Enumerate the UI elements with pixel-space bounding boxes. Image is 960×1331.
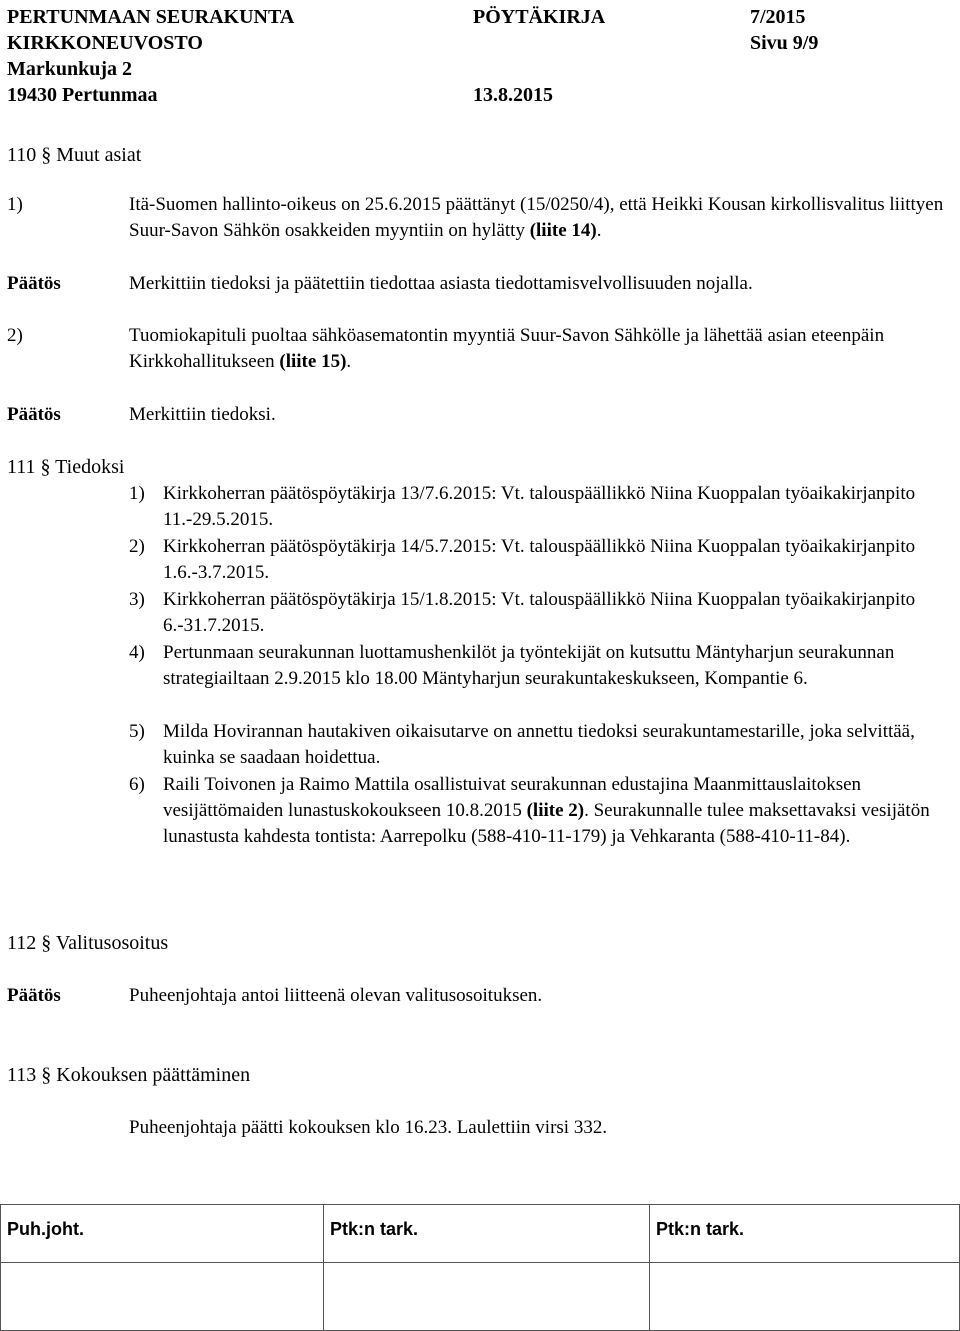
item-number: 5)	[129, 721, 145, 742]
item-text-body: Raili Toivonen ja Raimo Mattila osallistuivat seurakunnan edustajina Maanmittauslaitoksen vesijättömaiden lunastuskokoukseen 10.8.2015	[163, 774, 862, 821]
body-name: KIRKKONEUVOSTO	[7, 32, 203, 54]
doc-number: 7/2015	[750, 6, 806, 28]
item-number: 2)	[129, 536, 145, 557]
doc-type: PÖYTÄKIRJA	[473, 6, 606, 28]
list-item: Kirkkoherran päätöspöytäkirja 15/1.8.2015: Vt. talouspäällikkö Niina Kuoppalan työaikakirjanpito 6.-31.7.2015.	[163, 589, 916, 636]
item-number: 1)	[7, 194, 23, 215]
item-text-continued: Seurakunnalle tulee maksettavaksi vesijätön lunastusta kahdesta tontista: Aarrepolku (588-410-11-179) ja Vehkaranta (588-410-11-84).	[163, 800, 930, 847]
item-text-end: .	[584, 800, 589, 821]
item-text-body: Itä-Suomen hallinto-oikeus on 25.6.2015 päättänyt (15/0250/4), että Heikki Kousan kirkollisvalitus liittyen Suur-Savon Sähkön osakkeiden myyntiin on hylätty	[129, 194, 944, 241]
decision-text: Merkittiin tiedoksi.	[129, 404, 276, 425]
decision-label: Päätös	[7, 985, 61, 1006]
decision-text: Merkittiin tiedoksi ja päätettiin tiedottaa asiasta tiedottamisvelvollisuuden nojalla.	[129, 273, 753, 294]
item-text-body: Tuomiokapituli puoltaa sähköasematontin myyntiä Suur-Savon Sähkölle ja lähettää asian eteenpäin Kirkkohallitukseen	[129, 325, 885, 372]
signature-field-chair	[1, 1263, 324, 1331]
street-address: Markunkuja 2	[7, 58, 133, 80]
page-number: Sivu 9/9	[750, 32, 819, 54]
attachment-reference: (liite 2)	[526, 800, 585, 821]
decision-label: Päätös	[7, 273, 61, 294]
item-text-end: .	[596, 220, 602, 241]
item-text-end: .	[346, 351, 352, 372]
signature-label-chair: Puh.joht.	[1, 1205, 324, 1263]
signature-field-checker-1	[324, 1263, 650, 1331]
list-item: Kirkkoherran päätöspöytäkirja 13/7.6.2015: Vt. talouspäällikkö Niina Kuoppalan työaikakirjanpito 11.-29.5.2015.	[163, 483, 916, 530]
item-text	[129, 323, 949, 375]
item-number: 3)	[129, 589, 145, 610]
closing-text: Puheenjohtaja päätti kokouksen klo 16.23. Laulettiin virsi 332.	[129, 1117, 608, 1138]
item-number: 6)	[129, 774, 145, 795]
section-110-title: 110 § Muut asiat	[7, 144, 142, 166]
meeting-date: 13.8.2015	[473, 84, 553, 106]
item-number: 4)	[129, 642, 145, 663]
org-name: PERTUNMAAN SEURAKUNTA	[7, 6, 295, 28]
list-item: Milda Hovirannan hautakiven oikaisutarve on annettu tiedoksi seurakuntamestarille, joka selvittää, kuinka se saadaan hoidettua.	[163, 721, 915, 768]
section-113-title: 113 § Kokouksen päättäminen	[7, 1064, 251, 1086]
list-item: Pertunmaan seurakunnan luottamushenkilöt ja työntekijät on kutsuttu Mäntyharjun seurakunnan strategiailtaan 2.9.2015 klo 18.00 Mäntyharjun seurakuntakeskukseen, Kompantie 6.	[163, 642, 895, 689]
decision-label: Päätös	[7, 404, 61, 425]
section-112-title: 112 § Valitusosoitus	[7, 932, 169, 954]
item-number: 2)	[7, 325, 23, 346]
signature-label-checker-1: Ptk:n tark.	[324, 1205, 650, 1263]
item-number: 1)	[129, 483, 145, 504]
signature-label-checker-2: Ptk:n tark.	[650, 1205, 960, 1263]
document-header	[7, 4, 957, 108]
list-item: Kirkkoherran päätöspöytäkirja 14/5.7.2015: Vt. talouspäällikkö Niina Kuoppalan työaikakirjanpito 1.6.-3.7.2015.	[163, 536, 916, 583]
attachment-reference: (liite 15)	[279, 351, 347, 372]
section-111-title: 111 § Tiedoksi	[7, 456, 125, 478]
signature-table	[0, 1204, 960, 1331]
decision-text: Puheenjohtaja antoi liitteenä olevan valitusosoituksen.	[129, 985, 543, 1006]
postal-address: 19430 Pertunmaa	[7, 84, 158, 106]
signature-field-checker-2	[650, 1263, 960, 1331]
item-text	[129, 192, 949, 244]
list-item	[163, 772, 953, 850]
attachment-reference: (liite 14)	[529, 220, 597, 241]
